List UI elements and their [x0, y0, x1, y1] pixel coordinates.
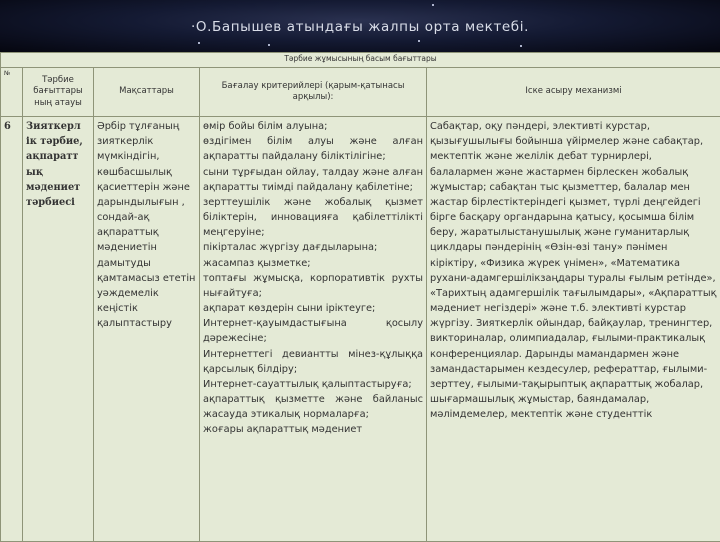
row-number: 6 [1, 117, 23, 542]
criteria-item: жасампаз қызметке; [203, 256, 423, 271]
section-title-row [1, 53, 720, 68]
star-decoration [268, 44, 270, 46]
table-row [1, 117, 720, 542]
row-direction: Зияткерл ік тәрбие, ақпаратт ық мәдениет тәрбиесі [23, 117, 94, 542]
criteria-item: Интернет-қауымдастығына қосылу дәрежесіне; [203, 316, 423, 346]
header-direction: Тәрбие бағыттары ның атауы [23, 68, 94, 117]
criteria-item: зерттеушілік және жобалық қызмет біліктерін, инновацияға қабілеттілікті меңгеруіне; [203, 195, 423, 241]
star-decoration [520, 45, 522, 47]
criteria-item: Интернеттегі девиантты мінез-құлыққа қарсылық білдіру; [203, 347, 423, 377]
star-decoration [418, 40, 420, 42]
school-title: ·О.Бапышев атындағы жалпы орта мектебі. [0, 19, 720, 35]
header-goals: Мақсаттары [94, 68, 200, 117]
header-mechanism: Іске асыру механизмі [427, 68, 720, 117]
criteria-item: Интернет-сауаттылық қалыптастыруға; [203, 377, 423, 392]
header-banner [0, 0, 720, 52]
row-criteria [200, 117, 427, 542]
star-decoration [198, 42, 200, 44]
header-number: № [1, 68, 23, 117]
criteria-item: өздігімен білім алуы және алған ақпаратты пайдалану біліктілігіне; [203, 134, 423, 164]
star-decoration [432, 4, 434, 6]
criteria-item: ақпараттық қызметте және байланыс жасауда этикалық нормаларға; [203, 392, 423, 422]
header-criteria: Бағалау критерийлері (қарым-қатынасы арқылы): [200, 68, 427, 117]
education-directions-table [0, 52, 720, 542]
row-mechanism: Сабақтар, оқу пәндері, элективті курстар, қызығушылығы бойынша үйірмелер және сабақтар, мектептік және желілік дебат турнирлері, балалармен және жастармен бірлескен жобалық жұмыстар; сабақтан тыс қызметтер, балалар мен жастар бірлестіктеріндегі қызмет, түрлі деңгейдегі бірге басқару органдарына қатысу, қосымша білім беру, жаратылыстанушылық және гуманитарлық циклдары пәндерінің «Өзін-өзі тану» пәнімен кіріктіру, «Физика жүрек үнімен», «Математика рухани-адамгершілікзаңдары туралы ғылым ретінде», «Тарихтың адамгершілік тағылымдары», «Ақпараттық мәдениет негіздері» және т.б. элективті курстар жүргізу. Зияткерлік ойындар, байқаулар, тренингтер, викториналар, олимпиадалар, ғылыми-практикалық конференциялар. Дарынды мамандармен және замандастарымен кездесулер, рефераттар, ғылыми-зерттеу, ғылыми-тақырыптық ақпараттық жобалар, шығармашылық жұмыстар, баяндамалар, мәлімдемелер, мектептік және студенттік [427, 117, 720, 542]
row-goals: Әрбір тұлғаның зияткерлік мүмкіндігін, көшбасшылық қасиеттерін және дарындылығын , сондай-ақ ақпараттық мәдениетін дамытуды қамтамасыз ететін уәждемелік кеңістік қалыптастыру [94, 117, 200, 542]
section-title: Тәрбие жұмысының басым бағыттары [1, 53, 720, 68]
criteria-item: жоғары ақпараттық мәдениет [203, 422, 423, 437]
criteria-item: өмір бойы білім алуына; [203, 119, 423, 134]
criteria-item: пікірталас жүргізу дағдыларына; [203, 240, 423, 255]
criteria-item: ақпарат көздерін сыни іріктеуге; [203, 301, 423, 316]
criteria-item: топтағы жұмысқа, корпоративтік рухты нығайтуға; [203, 271, 423, 301]
column-header-row [1, 68, 720, 117]
criteria-item: сыни тұрғыдан ойлау, талдау және алған ақпаратты тиімді пайдалану қабілетіне; [203, 165, 423, 195]
